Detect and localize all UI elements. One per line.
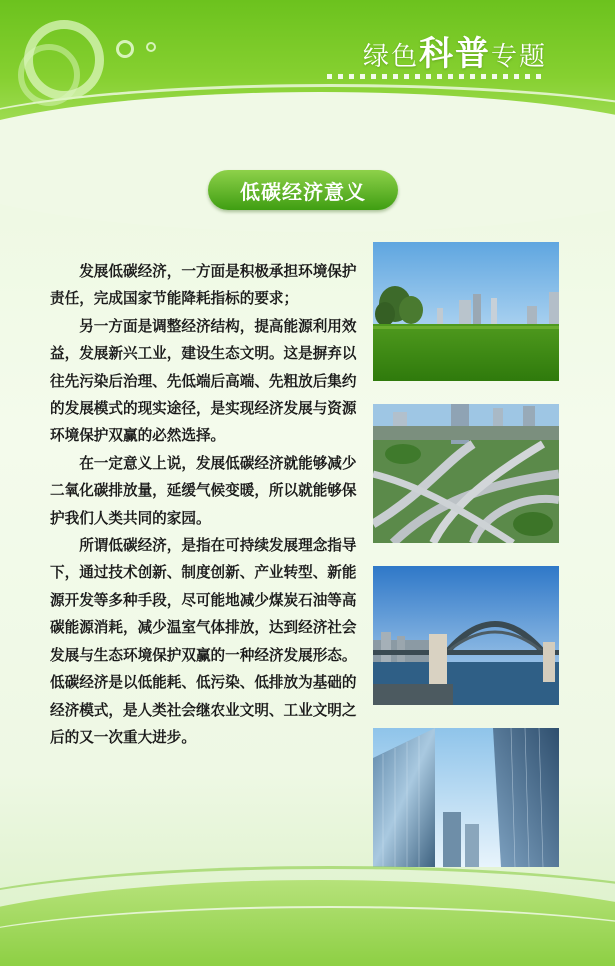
paragraph: 发展低碳经济，一方面是积极承担环境保护责任，完成国家节能降耗指标的要求； [50,263,357,308]
paragraph: 所谓低碳经济，是指在可持续发展理念指导下，通过技术创新、制度创新、产业转型、新能源开发等多种手段，尽可能地减少煤炭石油等高碳能源消耗，减少温室气体排放，达到经济社会发展与生态环境保护双赢的一种经济发展形态。低碳经济是以低能耗、低污染、低排放为基础的经济模式，是人类社会继农业文明、工业文明之后的又一次重大进步。 [50,537,357,746]
photo-skyscrapers [373,728,559,867]
footer-wave-highlight [0,906,615,966]
photo-highway-interchange [373,404,559,543]
paragraph: 在一定意义上说，发展低碳经济就能够减少二氧化碳排放量，延缓气候变暖，所以就能够保护我们人类共同的家园。 [50,454,357,527]
decor-small-ring-icon [146,42,156,52]
decor-ring-icon [18,44,80,106]
header-title-part3: 专题 [490,42,547,72]
decor-small-ring-icon [116,40,134,58]
header-title [363,26,547,75]
article-body [50,258,358,751]
photo-park-lawn [373,242,559,381]
photo-arch-bridge [373,566,559,705]
section-title: 低碳经济意义 [208,170,398,210]
header-dot-row [327,74,541,79]
header-title-part2: 科普 [418,34,491,74]
header-title-part1: 绿色 [362,42,419,72]
paragraph: 另一方面是调整经济结构，提高能源利用效益，发展新兴工业，建设生态文明。这是摒弃以往先污染后治理、先低端后高端、先粗放后集约的发展模式的现实途径，是实现经济发展与资源环境保护双赢的必然选择。 [50,317,357,445]
